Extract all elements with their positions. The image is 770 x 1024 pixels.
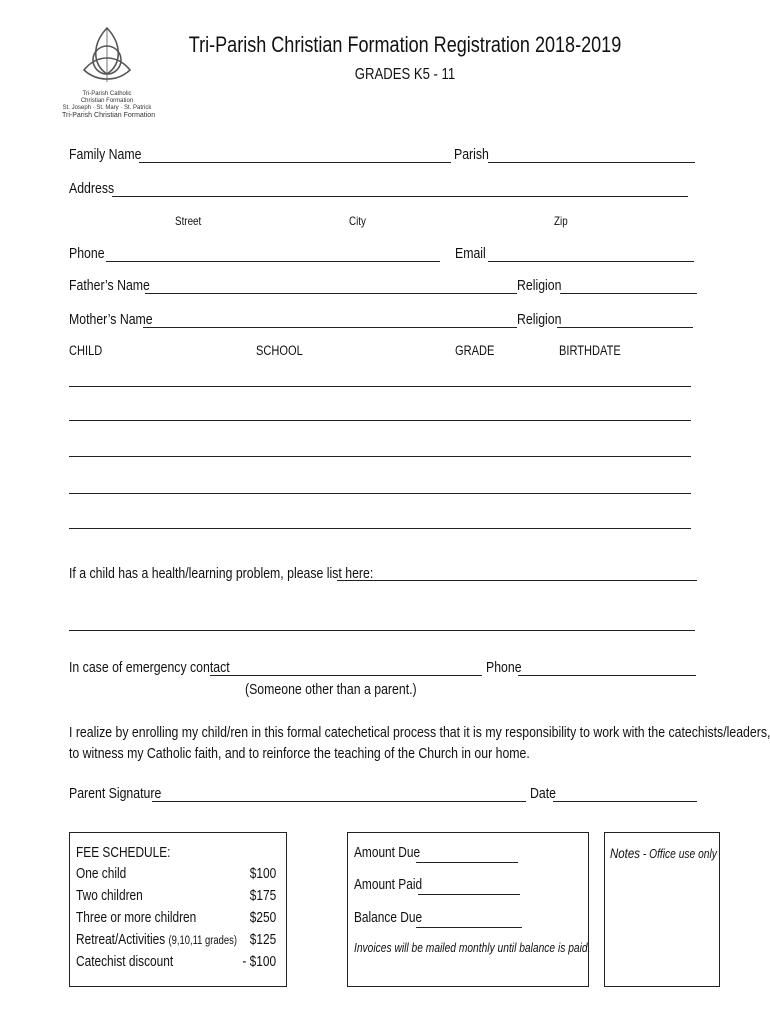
- child-row-4[interactable]: [69, 493, 691, 494]
- phone-field[interactable]: [106, 261, 440, 262]
- city-label: City: [349, 214, 366, 228]
- address-field[interactable]: [112, 196, 688, 197]
- child-row-2[interactable]: [69, 420, 691, 421]
- fee-amount: $175: [249, 888, 276, 904]
- emergency-phone-field[interactable]: [518, 675, 696, 676]
- emergency-phone-label: Phone: [486, 659, 522, 676]
- fee-amount: $100: [249, 866, 276, 882]
- child-row-3[interactable]: [69, 456, 691, 457]
- emergency-contact-field[interactable]: [210, 675, 482, 676]
- fathers-name-field[interactable]: [145, 293, 517, 294]
- page-title: Tri-Parish Christian Formation Registration 2018-2019: [188, 32, 622, 57]
- health-field[interactable]: [337, 580, 697, 581]
- grade-header: GRADE: [455, 343, 495, 358]
- parent-signature-field[interactable]: [152, 801, 526, 802]
- logo-line-2: Christian Formation: [80, 98, 134, 104]
- notes-box[interactable]: [604, 832, 720, 987]
- logo-line-4: Tri-Parish Christian Formation: [62, 112, 156, 119]
- balance-due-label: Balance Due: [354, 910, 423, 926]
- fee-label: Retreat/Activities: [76, 932, 166, 948]
- fee-row: [76, 888, 276, 904]
- family-name-label: Family Name: [69, 146, 142, 163]
- fee-row: [76, 932, 276, 948]
- amounts-box: [347, 832, 589, 987]
- fee-label: Three or more children: [76, 910, 197, 926]
- fee-row: [76, 910, 276, 926]
- father-religion-label: Religion: [517, 277, 562, 294]
- fee-row: [76, 866, 276, 882]
- notes-sublabel: - Office use only: [639, 847, 717, 861]
- mother-religion-label: Religion: [517, 311, 562, 328]
- fee-label: One child: [76, 866, 127, 882]
- child-row-5[interactable]: [69, 528, 691, 529]
- amount-due-field[interactable]: [416, 862, 518, 863]
- logo-line-1: Tri-Parish Catholic: [82, 91, 132, 97]
- mother-religion-field[interactable]: [557, 327, 693, 328]
- fee-label: Catechist discount: [76, 954, 174, 970]
- phone-label: Phone: [69, 245, 105, 262]
- email-label: Email: [455, 245, 486, 262]
- fee-label: Two children: [76, 888, 143, 904]
- statement-line-2: to witness my Catholic faith, and to reinforce the teaching of the Church in our home.: [69, 745, 530, 762]
- father-religion-field[interactable]: [560, 293, 697, 294]
- family-name-field[interactable]: [139, 162, 451, 163]
- health-field-line-2[interactable]: [69, 630, 695, 631]
- health-label: If a child has a health/learning problem, please list here:: [69, 565, 374, 582]
- fee-amount: $125: [249, 932, 276, 948]
- fee-schedule-box: [69, 832, 287, 987]
- date-field[interactable]: [553, 801, 697, 802]
- fee-schedule-heading: FEE SCHEDULE:: [76, 845, 171, 861]
- statement-line-1: I realize by enrolling my child/ren in this formal catechetical process that it is my responsibility to work with the catechists/leaders,: [69, 724, 770, 741]
- notes-label: Notes: [610, 845, 640, 861]
- balance-due-field[interactable]: [416, 927, 522, 928]
- amount-due-label: Amount Due: [354, 845, 421, 861]
- amount-paid-label: Amount Paid: [354, 877, 423, 893]
- address-label: Address: [69, 180, 115, 197]
- parent-signature-label: Parent Signature: [69, 785, 162, 802]
- fee-amount: - $100: [242, 954, 276, 970]
- fee-note: (9,10,11 grades): [168, 935, 238, 947]
- street-label: Street: [175, 214, 202, 228]
- birthdate-header: BIRTHDATE: [559, 343, 621, 358]
- mothers-name-label: Mother’s Name: [69, 311, 153, 328]
- email-field[interactable]: [488, 261, 694, 262]
- child-row-1[interactable]: [69, 386, 691, 387]
- fee-row: [76, 954, 276, 970]
- zip-label: Zip: [554, 214, 568, 228]
- parish-field[interactable]: [488, 162, 695, 163]
- date-label: Date: [530, 785, 556, 802]
- amount-paid-field[interactable]: [418, 894, 520, 895]
- fee-amount: $250: [249, 910, 276, 926]
- logo-line-3: St. Joseph · St. Mary · St. Patrick: [62, 105, 152, 111]
- page-subtitle: GRADES K5 - 11: [354, 66, 456, 83]
- invoice-note: Invoices will be mailed monthly until balance is paid.: [354, 941, 591, 955]
- child-header: CHILD: [69, 343, 103, 358]
- school-header: SCHOOL: [256, 343, 303, 358]
- emergency-contact-label: In case of emergency contact: [69, 659, 230, 676]
- parish-label: Parish: [454, 146, 489, 163]
- fathers-name-label: Father’s Name: [69, 277, 150, 294]
- emergency-note: (Someone other than a parent.): [245, 681, 417, 698]
- mothers-name-field[interactable]: [143, 327, 517, 328]
